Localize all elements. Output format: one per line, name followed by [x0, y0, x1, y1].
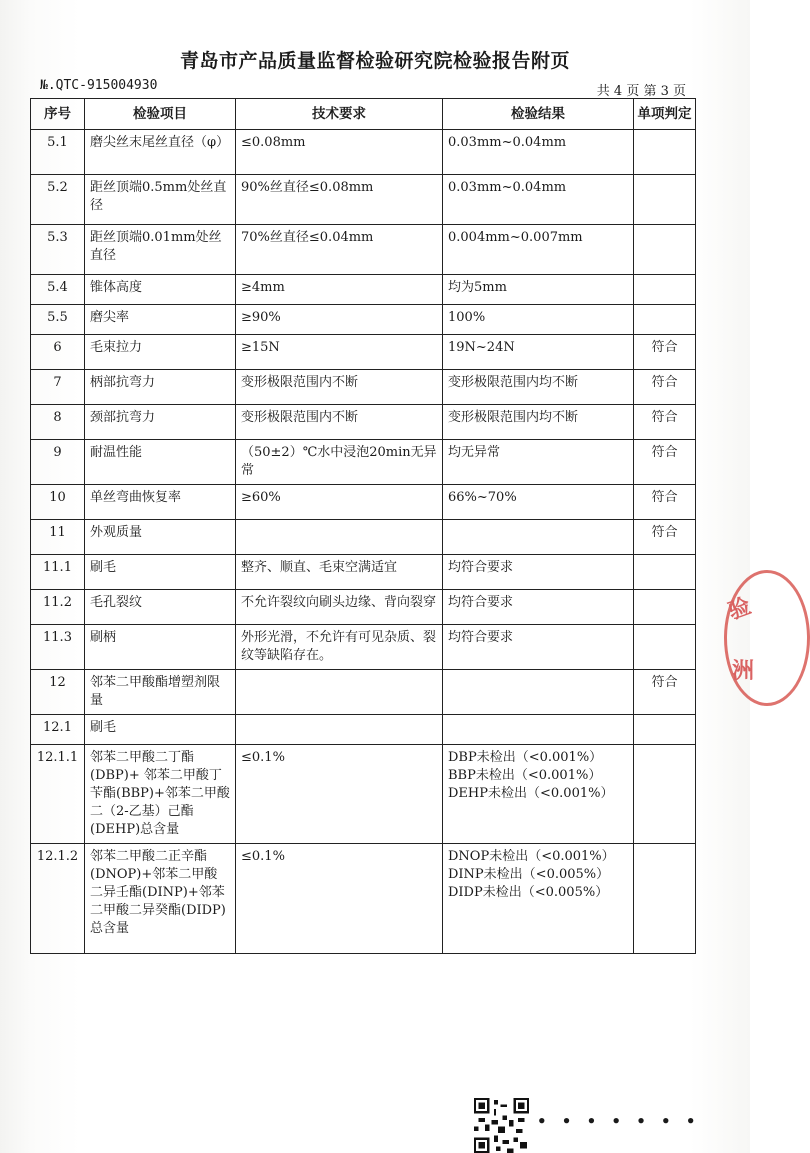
row-judgement: [634, 625, 696, 670]
header-no: 序号: [31, 99, 85, 130]
row-judgement: [634, 715, 696, 745]
row-judgement: 符合: [634, 370, 696, 405]
row-number: 5.4: [31, 275, 85, 305]
table-row: [31, 275, 696, 305]
row-result: 均为5mm: [443, 275, 634, 305]
header-item: 检验项目: [85, 99, 236, 130]
row-number: 5.3: [31, 225, 85, 275]
table-row: [31, 440, 696, 485]
row-item: 距丝顶端0.5mm处丝直径: [85, 175, 236, 225]
row-item: 磨尖率: [85, 305, 236, 335]
row-requirement: ≥90%: [236, 305, 443, 335]
row-number: 12.1.1: [31, 745, 85, 844]
row-result: [443, 670, 634, 715]
row-number: 11.1: [31, 555, 85, 590]
row-item: 邻苯二甲酸酯增塑剂限量: [85, 670, 236, 715]
row-judgement: [634, 275, 696, 305]
row-number: 5.5: [31, 305, 85, 335]
row-judgement: [634, 175, 696, 225]
row-judgement: 符合: [634, 485, 696, 520]
row-judgement: [634, 844, 696, 954]
row-result: 均符合要求: [443, 590, 634, 625]
row-result: 变形极限范围内均不断: [443, 370, 634, 405]
row-result: DBP未检出（<0.001%） BBP未检出（<0.001%） DEHP未检出（<0.001%）: [443, 745, 634, 844]
red-seal-stamp: 验 洲: [720, 570, 780, 700]
row-result: 19N~24N: [443, 335, 634, 370]
table-header-row: [31, 99, 696, 130]
row-item: 颈部抗弯力: [85, 405, 236, 440]
row-judgement: 符合: [634, 335, 696, 370]
row-requirement: 变形极限范围内不断: [236, 405, 443, 440]
row-requirement: ≥4mm: [236, 275, 443, 305]
row-requirement: ≥60%: [236, 485, 443, 520]
page-title: 青岛市产品质量监督检验研究院检验报告附页: [179, 50, 570, 72]
row-requirement: [236, 715, 443, 745]
row-requirement: ≥15N: [236, 335, 443, 370]
report-number: №.QTC-915004930: [40, 78, 158, 93]
row-judgement: 符合: [634, 670, 696, 715]
row-requirement: ≤0.1%: [236, 844, 443, 954]
row-judgement: 符合: [634, 405, 696, 440]
row-requirement: 70%丝直径≤0.04mm: [236, 225, 443, 275]
row-item: 距丝顶端0.01mm处丝直径: [85, 225, 236, 275]
row-number: 12.1.2: [31, 844, 85, 954]
row-result: [443, 520, 634, 555]
table-row: [31, 625, 696, 670]
row-item: 耐温性能: [85, 440, 236, 485]
row-item: 毛束拉力: [85, 335, 236, 370]
row-judgement: 符合: [634, 520, 696, 555]
table-row: [31, 520, 696, 555]
row-requirement: [236, 520, 443, 555]
header-result: 检验结果: [443, 99, 634, 130]
table-row: [31, 175, 696, 225]
table-row: [31, 305, 696, 335]
row-judgement: [634, 130, 696, 175]
row-item: 邻苯二甲酸二正辛酯(DNOP)+邻苯二甲酸二异壬酯(DINP)+邻苯二甲酸二异癸酯(DIDP) 总含量: [85, 844, 236, 954]
row-item: 刷毛: [85, 715, 236, 745]
row-result: [443, 715, 634, 745]
row-result: 100%: [443, 305, 634, 335]
row-number: 12.1: [31, 715, 85, 745]
row-requirement: 整齐、顺直、毛束空满适宜: [236, 555, 443, 590]
row-item: 锥体高度: [85, 275, 236, 305]
row-item: 外观质量: [85, 520, 236, 555]
row-requirement: （50±2）℃水中浸泡20min无异常: [236, 440, 443, 485]
table-row: [31, 715, 696, 745]
row-item: 磨尖丝末尾丝直径（φ）: [85, 130, 236, 175]
row-judgement: [634, 590, 696, 625]
row-requirement: 不允许裂纹向刷头边缘、背向裂穿: [236, 590, 443, 625]
row-number: 6: [31, 335, 85, 370]
page-info: 共 4 页 第 3 页: [596, 84, 686, 99]
row-number: 11.2: [31, 590, 85, 625]
row-item: 邻苯二甲酸二丁酯(DBP)+ 邻苯二甲酸丁苄酯(BBP)+邻苯二甲酸二（2-乙基）己酯(DEHP)总含量: [85, 745, 236, 844]
row-item: 毛孔裂纹: [85, 590, 236, 625]
row-requirement: 变形极限范围内不断: [236, 370, 443, 405]
row-number: 9: [31, 440, 85, 485]
table-row: [31, 590, 696, 625]
table-row: [31, 335, 696, 370]
row-judgement: [634, 225, 696, 275]
row-requirement: 外形光滑，不允许有可见杂质、裂纹等缺陷存在。: [236, 625, 443, 670]
row-item: 柄部抗弯力: [85, 370, 236, 405]
row-result: 变形极限范围内均不断: [443, 405, 634, 440]
row-result: DNOP未检出（<0.001%） DINP未检出（<0.005%） DIDP未检出（<0.005%）: [443, 844, 634, 954]
row-result: 0.03mm~0.04mm: [443, 130, 634, 175]
row-number: 7: [31, 370, 85, 405]
row-item: 刷柄: [85, 625, 236, 670]
row-number: 11: [31, 520, 85, 555]
row-number: 11.3: [31, 625, 85, 670]
row-result: 0.004mm~0.007mm: [443, 225, 634, 275]
row-requirement: 90%丝直径≤0.08mm: [236, 175, 443, 225]
row-item: 刷毛: [85, 555, 236, 590]
row-result: 均无异常: [443, 440, 634, 485]
qr-code-icon: [474, 1098, 529, 1153]
header-judgement: 单项判定: [634, 99, 696, 130]
row-judgement: [634, 305, 696, 335]
row-result: 66%~70%: [443, 485, 634, 520]
row-number: 5.1: [31, 130, 85, 175]
header-requirement: 技术要求: [236, 99, 443, 130]
row-judgement: 符合: [634, 440, 696, 485]
table-row: [31, 405, 696, 440]
table-row: [31, 670, 696, 715]
row-judgement: [634, 745, 696, 844]
table-row: [31, 130, 696, 175]
row-number: 12: [31, 670, 85, 715]
row-number: 5.2: [31, 175, 85, 225]
table-row: [31, 844, 696, 954]
table-row: [31, 370, 696, 405]
row-result: 均符合要求: [443, 555, 634, 590]
row-result: 0.03mm~0.04mm: [443, 175, 634, 225]
row-judgement: [634, 555, 696, 590]
inspection-table: [30, 98, 696, 954]
table-row: [31, 225, 696, 275]
table-row: [31, 485, 696, 520]
row-item: 单丝弯曲恢复率: [85, 485, 236, 520]
row-result: 均符合要求: [443, 625, 634, 670]
row-requirement: ≤0.1%: [236, 745, 443, 844]
row-requirement: ≤0.08mm: [236, 130, 443, 175]
row-requirement: [236, 670, 443, 715]
footer-dots: • • • • • • •: [537, 1112, 701, 1130]
row-number: 8: [31, 405, 85, 440]
table-row: [31, 555, 696, 590]
row-number: 10: [31, 485, 85, 520]
table-row: [31, 745, 696, 844]
